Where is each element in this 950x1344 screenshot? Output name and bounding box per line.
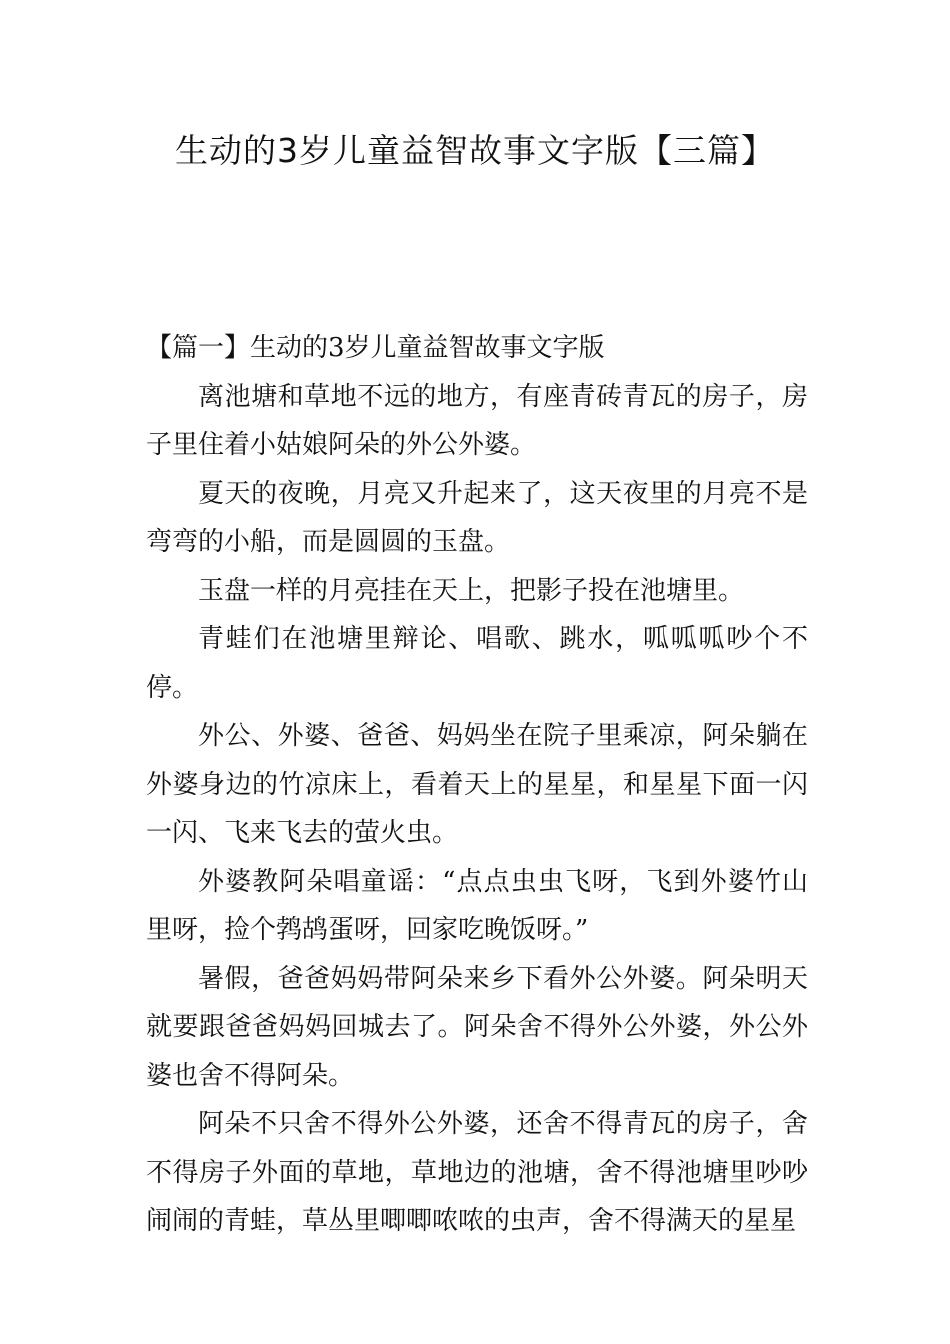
paragraph: 玉盘一样的月亮挂在天上，把影子投在池塘里。 <box>198 575 745 606</box>
section-heading: 【篇一】生动的3岁儿童益智故事文字版 <box>146 333 605 363</box>
paragraph: 青蛙们在池塘里辩论、唱歌、跳水，呱呱呱吵个不停。 <box>146 624 808 703</box>
document-title: 生动的3岁儿童益智故事文字版【三篇】 <box>175 131 775 170</box>
paragraph: 离池塘和草地不远的地方，有座青砖青瓦的房子，房子里住着小姑娘阿朵的外公外婆。 <box>146 381 808 460</box>
paragraph: 外婆教阿朵唱童谣：“点点虫虫飞呀，飞到外婆竹山里呀，捡个鹁鸪蛋呀，回家吃晚饭呀。” <box>146 866 808 945</box>
paragraph: 外公、外婆、爸爸、妈妈坐在院子里乘凉，阿朵躺在外婆身边的竹凉床上，看着天上的星星，和星星下面一闪一闪、飞来飞去的萤火虫。 <box>146 721 808 848</box>
paragraph: 夏天的夜晚，月亮又升起来了，这天夜里的月亮不是弯弯的小船，而是圆圆的玉盘。 <box>146 478 808 557</box>
paragraph: 暑假，爸爸妈妈带阿朵来乡下看外公外婆。阿朵明天就要跟爸爸妈妈回城去了。阿朵舍不得外公外婆，外公外婆也舍不得阿朵。 <box>146 963 808 1091</box>
document-body <box>146 324 808 1246</box>
paragraph: 阿朵不只舍不得外公外婆，还舍不得青瓦的房子，舍不得房子外面的草地，草地边的池塘，舍不得池塘里吵吵闹闹的青蛙，草丛里唧唧哝哝的虫声，舍不得满天的星星 <box>146 1109 808 1236</box>
